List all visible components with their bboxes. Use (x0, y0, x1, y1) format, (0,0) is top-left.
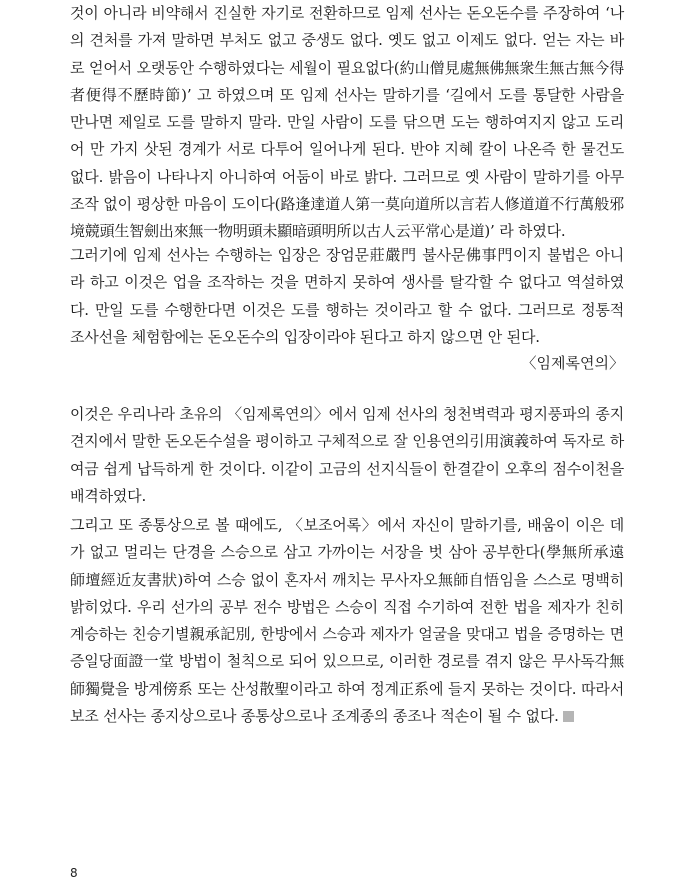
page-body (70, 0, 624, 885)
body-paragraph-final (70, 512, 624, 730)
source-citation: 〈임제록연의〉 (521, 354, 624, 372)
page-number: 8 (70, 866, 78, 880)
body-paragraph-text: 그리고 또 종통상으로 볼 때에도, 〈보조어록〉에서 자신이 말하기를, 배움이 이은 데가 없고 멀리는 단경을 스승으로 삼고 가까이는 서장을 벗 삼아 공부한다(學無所承遠師壇經近友書狀)하여 스승 없이 혼자서 깨치는 무사자오無師自悟임을 스스로 명백히 밝히었다. 우리 선가의 공부 전수 방법은 스승이 직접 수기하여 전한 법을 제자가 친히 계승하는 친승기별親承記別, 한방에서 스승과 제자가 얼굴을 맞대고 법을 증명하는 면증일당面證一堂 방법이 철칙으로 되어 있으므로, 이러한 경로를 겪지 않은 무사독각無師獨覺을 방계傍系 또는 산성散聖이라고 하여 정계正系에 들지 못하는 것이다. 따라서 보조 선사는 종지상으로나 종통상으로나 조계종의 종조나 적손이 될 수 없다. (70, 516, 624, 726)
body-paragraph: 이것은 우리나라 초유의 〈임제록연의〉에서 임제 선사의 청천벽력과 평지풍파의 종지 견지에서 말한 돈오돈수설을 평이하고 구체적으로 잘 인용연의引用演義하여 독자로 하여금 쉽게 납득하게 한 것이다. 이같이 고금의 선지식들이 한결같이 오후의 점수이천을 배격하였다. (70, 405, 624, 505)
end-mark-icon (563, 711, 574, 722)
body-paragraph: 그러기에 임제 선사는 수행하는 입장은 장엄문莊嚴門 불사문佛事門이지 불법은 아니라 하고 이것은 업을 조작하는 것을 면하지 못하여 생사를 탈각할 수 없다고 역설하였다. 만일 도를 수행한다면 이것은 도를 행하는 것이라고 할 수 없다. 그러므로 정통적 조사선을 체험함에는 돈오돈수의 입장이라야 된다고 하지 않으면 안 된다. (70, 246, 624, 346)
body-paragraph: 것이 아니라 비약해서 진실한 자기로 전환하므로 임제 선사는 돈오돈수를 주장하여 ‘나의 견처를 가져 말하면 부처도 없고 중생도 없다. 옛도 없고 이제도 없다. 얻는 자는 바로 얻어서 오랫동안 수행하였다는 세월이 필요없다(約山僧見處無佛無衆生無古無今得者便得不歷時節)’ 고 하였으며 또 임제 선사는 말하기를 ‘길에서 도를 통달한 사람을 만나면 제일로 도를 말하지 말라. 만일 사람이 도를 닦으면 도는 행하여지지 않고 도리어 만 가지 삿된 경계가 서로 다투어 일어나게 된다. 반야 지혜 칼이 나온즉 한 물건도 없다. 밝음이 나타나지 아니하여 어둠이 바로 밝다. 그러므로 옛 사람이 말하기를 아무 조작 없이 평상한 마음이 도이다(路逢達道人第一莫向道所以言若人修道道不行萬般邪境競頭生智劍出來無一物明頭未顯暗頭明所以古人云平常心是道)’ 라 하였다. (70, 4, 624, 241)
